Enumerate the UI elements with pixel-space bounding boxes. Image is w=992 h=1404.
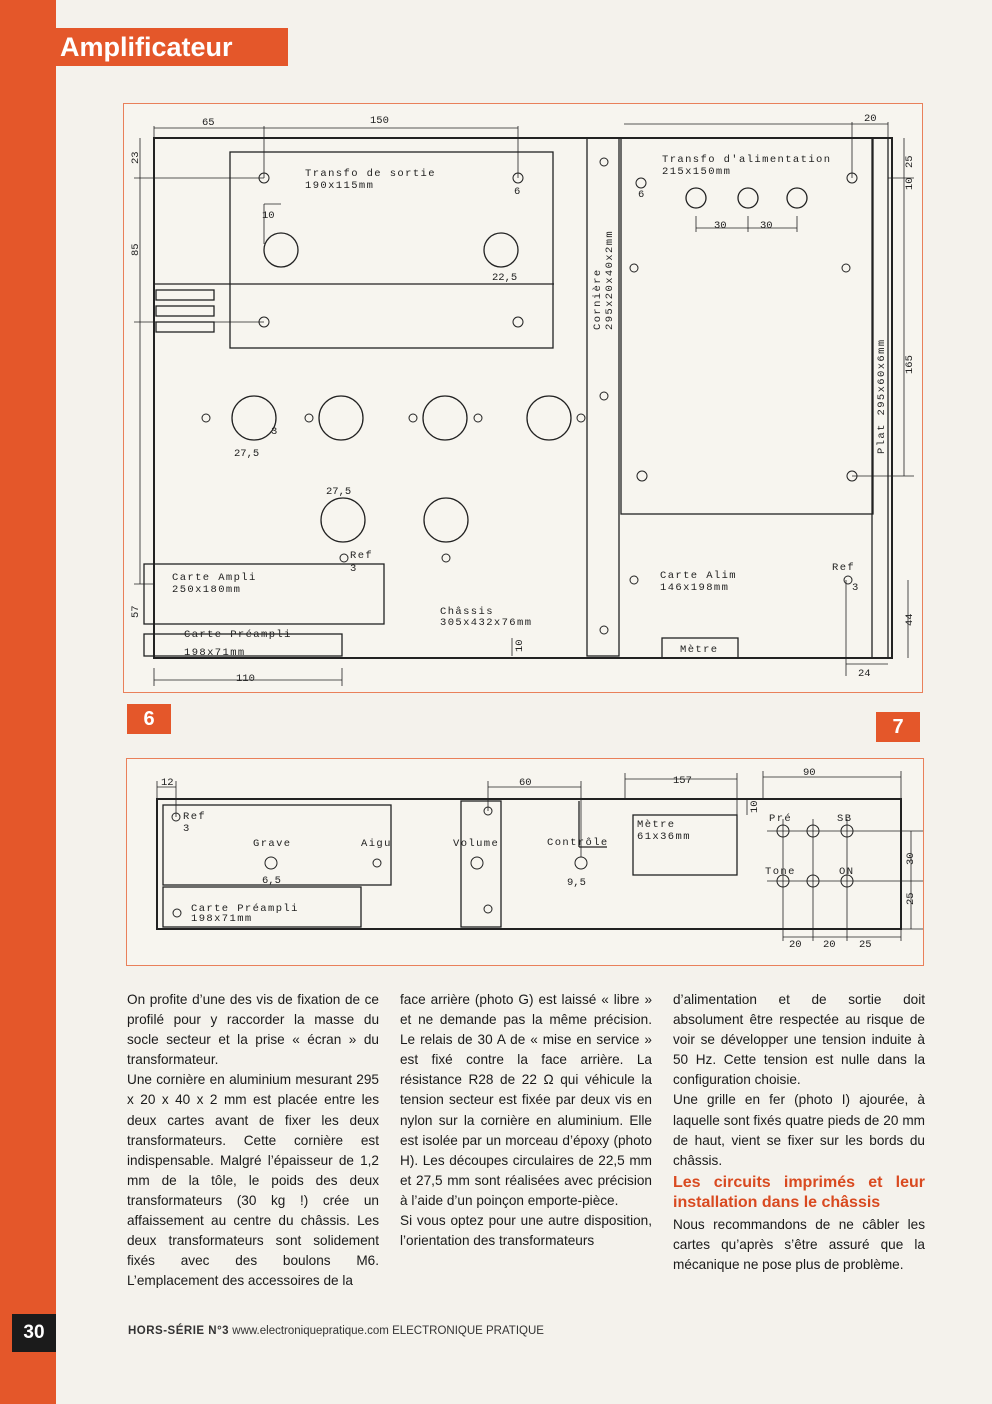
paragraph: face arrière (photo G) est laissé « libre » et ne demande pas la même précision. Le relais de 30 A de « mise en service » est fixé contre la face arrière. La résistance R28 de 22 Ω qui véhicule la tension secteur est fixée par deux vis en nylon sur la cornière en aluminium. Elle est isolée par un morceau d’époxy (photo H). Les découpes circulaires de 22,5 mm et 27,5 mm sont réalisées avec précision à l’aide d’un poinçon emporte-pièce. bbox=[400, 992, 652, 1208]
dim-label: 3 bbox=[852, 582, 859, 594]
figure-6-number: 6 bbox=[127, 704, 171, 734]
dim-label: 24 bbox=[858, 668, 871, 680]
page-number: 30 bbox=[12, 1314, 56, 1352]
corniere-size: 295x20x40x2mm bbox=[604, 229, 616, 330]
dim-label: 30 bbox=[714, 220, 727, 232]
paragraph: Une grille en fer (photo I) ajourée, à laquelle sont fixés quatre pieds de 20 mm de haut, vient se fixer sur les bords du châssis. bbox=[673, 1092, 925, 1168]
carte-preampli-size: 198x71mm bbox=[184, 647, 246, 659]
plat-label: Plat 295x60x6mm bbox=[876, 338, 888, 454]
dim-label: 3 bbox=[183, 823, 190, 835]
dim-label: 57 bbox=[130, 605, 142, 618]
dim-label: 90 bbox=[803, 767, 816, 779]
page-edge-band bbox=[0, 0, 56, 1404]
text-column-1 bbox=[127, 990, 379, 1291]
dim-label: 110 bbox=[236, 673, 255, 685]
paragraph: On profite d’une des vis de fixation de ce profilé pour y raccorder la masse du socle secteur et la prise « écran » du transformateur. bbox=[127, 992, 379, 1068]
dim-label: 30 bbox=[760, 220, 773, 232]
dim-label: 20 bbox=[864, 113, 877, 125]
dim-label: 165 bbox=[904, 355, 916, 374]
ref-label: Ref bbox=[832, 562, 856, 574]
dim-label: 23 bbox=[130, 151, 142, 164]
dim-label: 65 bbox=[202, 117, 215, 129]
paragraph: Nous recommandons de ne câbler les cartes qu’après s’être assuré que la mécanique ne pose plus de problème. bbox=[673, 1216, 925, 1273]
carte-preampli-label: Carte Préampli bbox=[184, 629, 292, 641]
dim-label: 25 bbox=[904, 155, 916, 168]
dim-label: 30 bbox=[905, 852, 917, 865]
tone-label: Tone bbox=[765, 866, 796, 878]
dim-label: 157 bbox=[673, 775, 692, 787]
dim-label: 9,5 bbox=[567, 877, 586, 889]
figure-7-front-panel bbox=[126, 758, 924, 966]
dim-label: 10 bbox=[514, 639, 526, 652]
transfo-alim-size: 215x150mm bbox=[662, 166, 732, 178]
footer-site: www.electroniquepratique.com ELECTRONIQUE PRATIQUE bbox=[232, 1325, 544, 1337]
paragraph: Si vous optez pour une autre disposition, l’orientation des transformateurs bbox=[400, 1213, 652, 1249]
dim-label: 44 bbox=[904, 613, 916, 626]
transfo-sortie-label: Transfo de sortie bbox=[305, 168, 436, 180]
dim-label: 6 bbox=[638, 189, 645, 201]
section-title: Amplificateur bbox=[52, 28, 288, 66]
dimension-labels bbox=[202, 113, 877, 685]
dim-label: 10 bbox=[262, 210, 275, 222]
metre-size: 61x36mm bbox=[637, 831, 691, 843]
aigu-label: Aigu bbox=[361, 838, 392, 850]
dim-label: 27,5 bbox=[326, 486, 352, 498]
text-column-3 bbox=[673, 990, 925, 1275]
dim-label: 10 bbox=[749, 800, 761, 813]
figure-6-chassis-top bbox=[123, 103, 923, 693]
paragraph: Une cornière en aluminium mesurant 295 x 20 x 40 x 2 mm est placée entre les deux cartes avant de fixer les deux transformateurs. Cette cornière est indispensable. Malgré l’épaisseur de 1,2 mm de la tôle, le poids des deux transformateurs (30 kg !) crée un affaissement au centre du châssis. Les deux transformateurs sont solidement fixés avec des boulons M6. L’emplacement des accessoires de la bbox=[127, 1072, 379, 1289]
metre-label: Mètre bbox=[637, 819, 676, 831]
carte-alim-size: 146x198mm bbox=[660, 582, 730, 594]
pre-label: Pré bbox=[769, 813, 793, 825]
front-panel-drawing bbox=[127, 759, 923, 965]
carte-alim-label: Carte Alim bbox=[660, 570, 738, 582]
dim-label: 6,5 bbox=[262, 875, 281, 887]
controle-label: Contrôle bbox=[547, 837, 609, 849]
dim-label: 20 bbox=[789, 939, 802, 951]
dim-label: 6 bbox=[514, 186, 521, 198]
chassis-top-drawing bbox=[124, 104, 922, 692]
transfo-sortie-size: 190x115mm bbox=[305, 180, 375, 192]
dim-label: 150 bbox=[370, 115, 389, 127]
corniere-label: Cornière bbox=[592, 268, 604, 330]
carte-preampli-size: 198x71mm bbox=[191, 913, 253, 925]
volume-label: Volume bbox=[453, 838, 500, 850]
dim-label: 60 bbox=[519, 777, 532, 789]
ref-number: 3 bbox=[350, 563, 358, 575]
metre-label: Mètre bbox=[680, 644, 719, 656]
dim-label: 12 bbox=[161, 777, 174, 789]
dim-label: 10 bbox=[904, 177, 916, 190]
sb-label: SB bbox=[837, 813, 853, 825]
on-label: ON bbox=[839, 866, 855, 878]
paragraph: d’alimentation et de sortie doit absolument être respectée au risque de voir se développer une tension induite à 50 Hz. Cette tension est nulle dans la configuration choisie. bbox=[673, 992, 925, 1088]
section-subheading: Les circuits imprimés et leur installation dans le châssis bbox=[673, 1173, 925, 1211]
grave-label: Grave bbox=[253, 838, 292, 850]
footer bbox=[128, 1325, 544, 1337]
dim-label: 20 bbox=[823, 939, 836, 951]
dim-label: 27,5 bbox=[234, 448, 260, 460]
chassis-label: Châssis bbox=[440, 606, 494, 618]
panel-dimension-labels bbox=[161, 767, 917, 951]
ref-label: Ref bbox=[350, 550, 374, 562]
transfo-alim-label: Transfo d'alimentation bbox=[662, 154, 832, 166]
dim-label: 25 bbox=[905, 892, 917, 905]
ref-label: Ref bbox=[183, 811, 207, 823]
carte-preampli-label: Carte Préampli bbox=[191, 903, 299, 915]
dim-label: 3 bbox=[271, 426, 278, 438]
figure-7-number: 7 bbox=[876, 712, 920, 742]
magazine-issue: HORS-SÉRIE N°3 bbox=[128, 1325, 230, 1337]
chassis-size: 305x432x76mm bbox=[440, 617, 533, 629]
carte-ampli-label: Carte Ampli bbox=[172, 572, 257, 584]
carte-ampli-size: 250x180mm bbox=[172, 584, 242, 596]
dim-label: 85 bbox=[130, 243, 142, 256]
dim-label: 22,5 bbox=[492, 272, 518, 284]
dim-label: 25 bbox=[859, 939, 872, 951]
text-column-2 bbox=[400, 990, 652, 1251]
